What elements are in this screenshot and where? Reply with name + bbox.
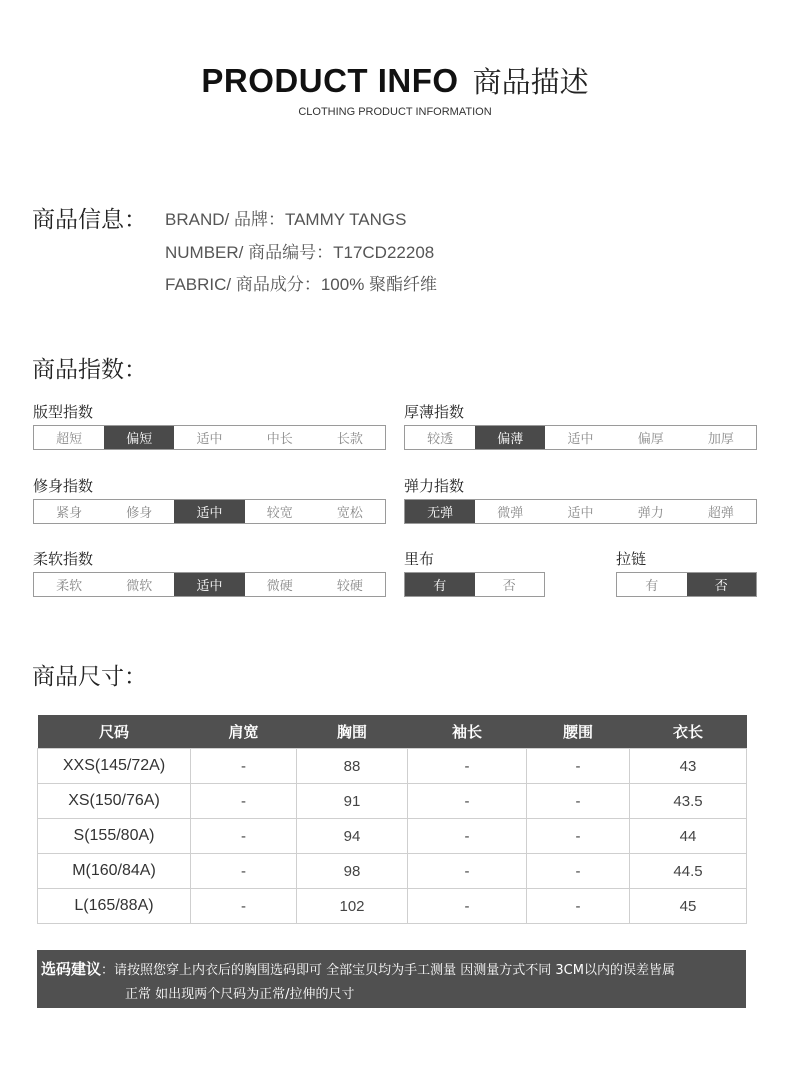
index-option: 较硬 [336, 579, 363, 594]
size-table-header-row [38, 715, 747, 749]
size-header-cell: 袖长 [408, 715, 527, 749]
index-option-selected: 适中 [174, 573, 244, 596]
size-value-cell: - [408, 749, 527, 784]
size-value-cell: - [527, 784, 630, 819]
index-option: 超弹 [707, 506, 734, 521]
size-header-cell: 腰围 [527, 715, 630, 749]
size-value-cell: - [408, 854, 527, 889]
note-line-1 [41, 957, 742, 983]
brand-line: BRAND/ 品牌：TAMMY TANGS [165, 210, 407, 229]
index-option-selected: 否 [687, 573, 757, 596]
index-option: 宽松 [336, 506, 363, 521]
size-advice-note [37, 950, 746, 1008]
index-option: 柔软 [56, 579, 83, 594]
note-label: 选码建议 [41, 960, 102, 978]
size-value-cell: - [527, 819, 630, 854]
index-option: 适中 [567, 432, 594, 447]
index-option: 加厚 [707, 432, 734, 447]
size-value-cell: - [191, 889, 297, 924]
size-value-cell: - [527, 854, 630, 889]
size-label-cell: L(165/88A) [38, 889, 191, 924]
index-option-selected: 无弹 [405, 500, 475, 523]
size-value-cell: - [191, 854, 297, 889]
note-text-1: ：请按照您穿上内衣后的胸围选码即可 全部宝贝均为手工测量 因测量方式不同 3CM以内的误差皆属 [101, 963, 675, 978]
size-value-cell: - [191, 784, 297, 819]
index-option: 弹力 [637, 506, 664, 521]
index-option: 中长 [266, 432, 293, 447]
size-value-cell: 44.5 [630, 854, 747, 889]
index-option: 超短 [56, 432, 83, 447]
table-row [38, 889, 747, 924]
index-option-selected: 有 [405, 573, 475, 596]
size-value-cell: 43.5 [630, 784, 747, 819]
size-header-cell: 肩宽 [191, 715, 297, 749]
size-value-cell: 102 [297, 889, 408, 924]
page-title [0, 60, 790, 101]
index-label: 拉链 [616, 550, 647, 568]
index-scale [616, 572, 757, 597]
index-option: 较宽 [266, 506, 293, 521]
index-option: 偏厚 [637, 432, 664, 447]
index-scale [33, 499, 386, 524]
size-value-cell: 45 [630, 889, 747, 924]
index-option: 修身 [126, 506, 153, 521]
index-option: 否 [502, 579, 516, 594]
index-option: 微弹 [497, 506, 524, 521]
index-label: 柔软指数 [33, 550, 94, 568]
index-option: 长款 [336, 432, 363, 447]
number-line: NUMBER/ 商品编号：T17CD22208 [165, 243, 435, 262]
index-option: 较透 [427, 432, 454, 447]
info-section-title: 商品信息： [32, 207, 147, 233]
page-title-en: PRODUCT INFO [201, 62, 459, 99]
size-value-cell: 88 [297, 749, 408, 784]
table-row [38, 854, 747, 889]
size-value-cell: 91 [297, 784, 408, 819]
index-scale [404, 499, 757, 524]
size-value-cell: - [408, 889, 527, 924]
fabric-line: FABRIC/ 商品成分：100% 聚酯纤维 [165, 275, 438, 294]
table-row [38, 819, 747, 854]
size-value-cell: - [527, 749, 630, 784]
index-label: 弹力指数 [404, 477, 465, 495]
index-option: 紧身 [56, 506, 83, 521]
table-row [38, 749, 747, 784]
size-value-cell: - [527, 889, 630, 924]
index-label: 版型指数 [33, 403, 94, 421]
size-header-cell: 尺码 [38, 715, 191, 749]
size-label-cell: XXS(145/72A) [38, 749, 191, 784]
size-value-cell: - [191, 819, 297, 854]
page-subtitle: CLOTHING PRODUCT INFORMATION [298, 106, 492, 118]
index-label: 里布 [404, 550, 435, 568]
index-option: 微硬 [266, 579, 293, 594]
size-value-cell: 44 [630, 819, 747, 854]
index-option: 适中 [567, 506, 594, 521]
size-value-cell: 98 [297, 854, 408, 889]
index-scale [33, 572, 386, 597]
index-scale [404, 572, 545, 597]
index-section-title: 商品指数： [32, 357, 147, 383]
index-label: 厚薄指数 [404, 403, 465, 421]
size-value-cell: - [191, 749, 297, 784]
index-scale [404, 425, 757, 450]
size-section-title: 商品尺寸： [32, 664, 147, 690]
size-value-cell: 43 [630, 749, 747, 784]
index-option-selected: 偏短 [104, 426, 174, 449]
size-value-cell: - [408, 784, 527, 819]
size-table [37, 715, 747, 924]
index-option: 有 [645, 579, 659, 594]
note-text-2: 正常 如出现两个尺码为正常/拉伸的尺寸 [125, 987, 355, 1002]
note-line-2 [41, 983, 742, 1007]
size-value-cell: - [408, 819, 527, 854]
size-value-cell: 94 [297, 819, 408, 854]
index-option-selected: 偏薄 [475, 426, 545, 449]
index-option: 适中 [196, 432, 223, 447]
index-label: 修身指数 [33, 477, 94, 495]
index-option-selected: 适中 [174, 500, 244, 523]
size-label-cell: S(155/80A) [38, 819, 191, 854]
size-label-cell: M(160/84A) [38, 854, 191, 889]
index-scale [33, 425, 386, 450]
size-header-cell: 胸围 [297, 715, 408, 749]
table-row [38, 784, 747, 819]
page-title-cn: 商品描述 [472, 65, 589, 99]
size-label-cell: XS(150/76A) [38, 784, 191, 819]
size-header-cell: 衣长 [630, 715, 747, 749]
index-option: 微软 [126, 579, 153, 594]
